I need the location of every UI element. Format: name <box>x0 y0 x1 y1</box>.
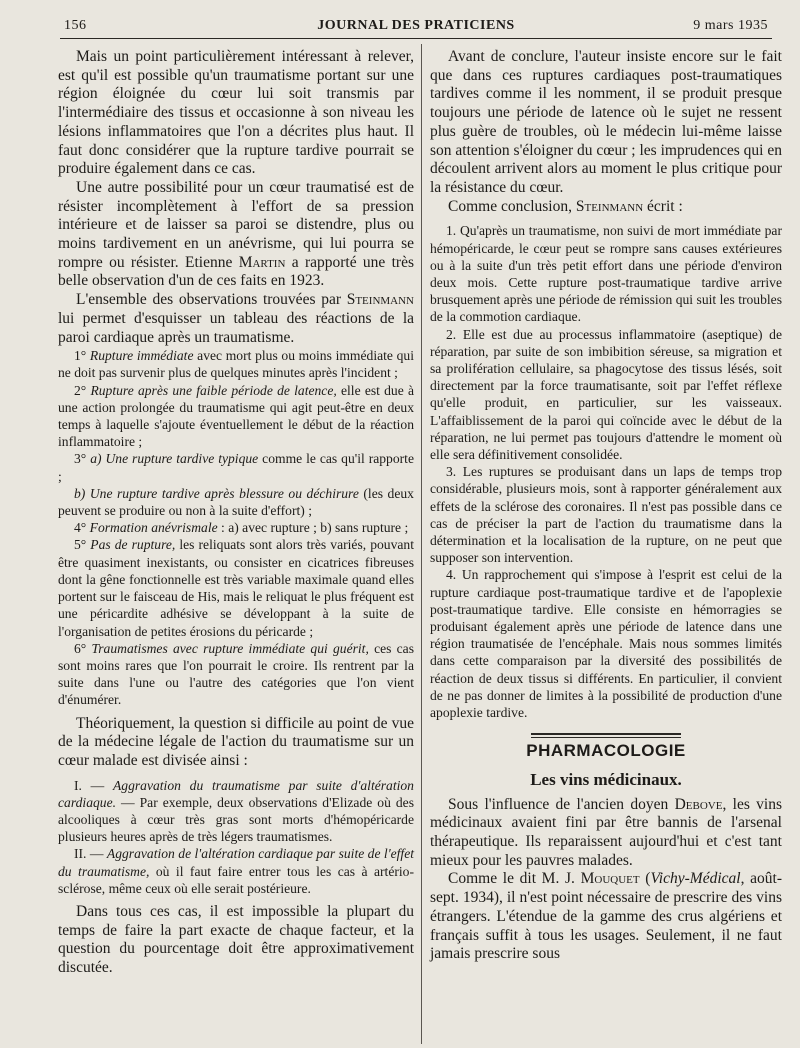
classification-list <box>58 777 414 897</box>
right-column <box>430 48 782 1040</box>
list-item: 4. Un rapprochement qui s'impose à l'esprit est celui de la rupture cardiaque post-traumatique tardive et de l'apoplexie post-traumatique tardive. Elle consiste en hémorragies se produisant également après une période de latence dans une région traumatisée de l'encéphale. Mais nous sommes limités dans cette comparaison par la diversité des possibilités de réaction de deux tissus si différents. En particulier, il convient de ne pas donner de limites à la possibilité de production d'une apoplexie tardive. <box>430 567 782 721</box>
journal-title: JOURNAL DES PRATICIENS <box>317 18 515 33</box>
conclusion-list <box>430 222 782 721</box>
paragraph: Comme conclusion, Steinmann écrit : <box>448 197 683 215</box>
paragraph: Avant de conclure, l'auteur insiste encore sur le fait que dans ces ruptures cardiaques post-traumatiques tardives comme il les nomment, il se produit presque toujours une période de latence où le sujet ne ressent plus guère de troubles, où le médecin lui-même laisse son attention s'éloigner du cœur ; les imprudences qui en découlent arrivent alors au moment le plus critique pour la résistance du cœur. <box>430 48 782 196</box>
list-item: I. — Aggravation du traumatisme par suite d'altération cardiaque. — Par exemple, deux observations d'Elizade où des alcooliques à cœur très gras sont morts d'hémopéricarde plusieurs heures après de très légers traumatismes. <box>58 777 414 845</box>
page-number: 156 <box>64 18 87 33</box>
list-item: 2° Rupture après une faible période de latence, elle est due à une action prolongée du traumatisme qui agit peut-être en deux temps à laquelle s'ajoute éventuellement le début de la réaction inflammatoire ; <box>58 382 414 450</box>
author-name: Steinmann <box>575 197 644 215</box>
paragraph: Comme le dit M. J. Mouquet (Vichy-Médical, août-sept. 1934), il n'est point nécessaire de prescrire des vins étrangers. L'étendue de la gamme des crus algériens et français suffit à tous les usages. Seulement, il ne faut jamais prescrire sous <box>430 870 782 963</box>
list-item: 6° Traumatismes avec rupture immédiate qui guérit, ces cas sont moins rares que l'on pourrait le croire. Ils rentrent par la suite dans l'une ou l'autre des catégories que l'on vient d'énumérer. <box>58 640 414 708</box>
paragraph: Une autre possibilité pour un cœur traumatisé est de résister incomplètement à l'effort de sa pression intérieure et de laisser sa paroi se distendre, plus ou moins tardivement en un anévrisme, qui lui pourra se rompre ou résister. Etienne Martin a rapporté une très belle observation d'un de ces faits en 1923. <box>58 178 414 290</box>
list-item: II. — Aggravation de l'altération cardiaque par suite de l'effet du traumatisme, où il faut faire entrer tous les cas à artério-sclérose, même ceux où elle serait postérieure. <box>58 846 415 896</box>
paragraph: Théoriquement, la question si difficile au point de vue de la médecine légale de l'action du traumatisme sur un cœur malade est divisée ainsi : <box>58 714 414 769</box>
issue-date: 9 mars 1935 <box>693 18 768 33</box>
author-name: Debove <box>674 795 723 813</box>
list-item: b) Une rupture tardive après blessure ou déchirure (les deux peuvent se produire ou non à la suite d'effort) ; <box>58 485 414 519</box>
page-header <box>60 14 772 39</box>
list-item: 1° Rupture immédiate avec mort plus ou moins immédiate qui ne doit pas survenir plus de quelques minutes après l'incident ; <box>58 348 414 381</box>
paragraph: Dans tous ces cas, il est impossible la plupart du temps de faire la part exacte de chaque facteur, et la question du pourcentage doit être approximativement discutée. <box>58 903 414 977</box>
paragraph: L'ensemble des observations trouvées par Steinmann lui permet d'esquisser un tableau des réactions de la paroi cardiaque après un traumatisme. <box>58 291 414 346</box>
left-column <box>58 48 414 1040</box>
paragraph: Sous l'influence de l'ancien doyen Debove, les vins médicinaux avaient fini par être bannis de l'arsenal thérapeutique. Ils reparaissent aujourd'hui et c'est tant mieux pour les pauvres malades. <box>430 795 783 869</box>
author-name: Mouquet <box>580 870 640 888</box>
list-item: 1. Qu'après un traumatisme, non suivi de mort immédiate par hémopéricarde, le cœur peut se rompre sans causes extérieures ou à la suite d'un très petit effort dans une période d'environ deux mois. Cette rupture post-traumatique tardive arrive brusquement après une période de rémission qui suit les troubles de la commotion cardiaque. <box>430 223 782 325</box>
list-item: 5° Pas de rupture, les reliquats sont alors très variés, pouvant être quasiment inexistants, ou consister en cicatrices fibreuses dont la gêne fonctionnelle est très variable maximale quand elles portent sur le faisceau de His, mais le reliquat le plus fréquent est une péricardite adhésive se développant à la suite de l'organisation de petites érosions du péricarde ; <box>58 537 414 639</box>
source-title: Vichy-Médical <box>650 870 741 888</box>
list-item: 4° Formation anévrismale : a) avec rupture ; b) sans rupture ; <box>74 520 409 536</box>
author-name: Steinmann <box>346 291 414 309</box>
list-item: 2. Elle est due au processus inflammatoire (aseptique) de réparation, par suite de son imbibition séreuse, sa migration et sa prolifération cellulaire, sa phagocytose des tissus lésés, soit directement par la force traumatisante, soit par l'effet réflexe qu'elle produit, en particulier, sur les vaisseaux. L'affaiblissement de la paroi qui coïncide avec le début de la réparation, ne lui permet pas toujours d'attendre le moment où elle sera définitivement consolidée. <box>430 326 782 462</box>
reaction-list <box>58 347 414 708</box>
paragraph: Mais un point particulièrement intéressant à relever, est qu'il est possible qu'un traumatisme portant sur une région éloignée du cœur lui soit transmis par l'intermédiaire des tissus et occasionne à son niveau les lésions inflammatoires que l'on a décrites plus haut. Il faut donc considérer que la rupture tardive pourrait se produire également dans ce cas. <box>58 48 414 178</box>
author-name: Martin <box>238 253 286 271</box>
column-divider <box>421 44 422 1044</box>
list-item: 3. Les ruptures se produisant dans un laps de temps trop considérable, plusieurs mois, sont à rapporter généralement aux effets de la sclérose des coronaires. Il n'est pas possible dans ce cas de préciser la part de l'action du traumatisme dans la détermination et la localisation de la rupture, on ne peut que supposer son intervention. <box>430 464 782 566</box>
section-rule <box>531 733 681 738</box>
article-title: Les vins médicinaux. <box>530 769 682 789</box>
list-item: 3° a) Une rupture tardive typique comme le cas qu'il rapporte ; <box>58 451 414 484</box>
section-title: PHARMACOLOGIE <box>526 741 686 761</box>
